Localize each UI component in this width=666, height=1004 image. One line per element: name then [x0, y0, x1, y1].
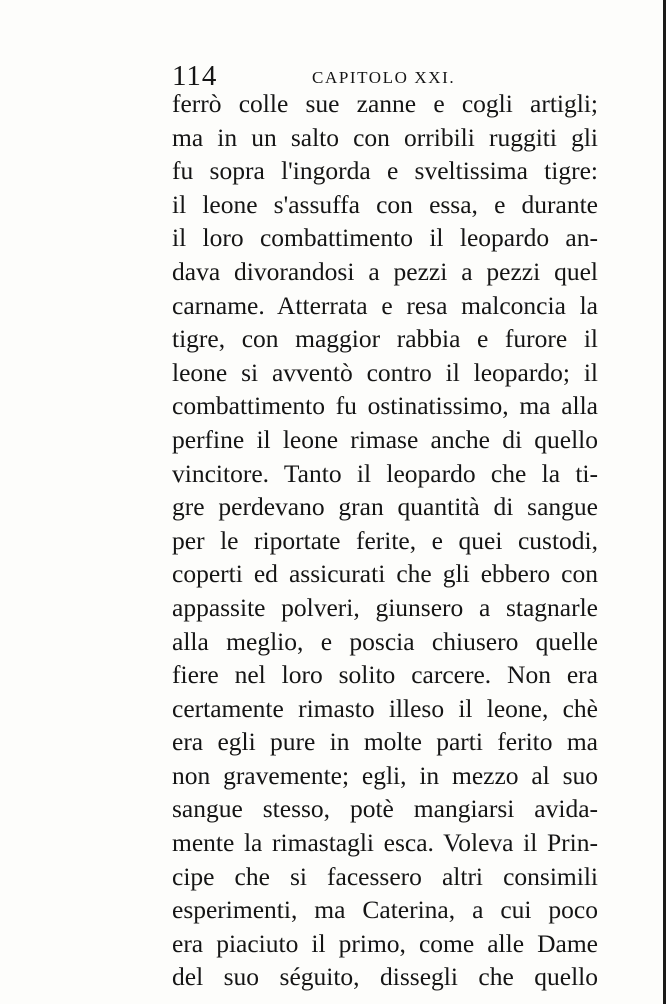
text-line: gre perdevano gran quantità di sangue — [172, 492, 598, 522]
text-line: carname. Atterrata e resa malconcia la — [172, 290, 598, 320]
chapter-heading: CAPITOLO XXI. — [312, 68, 456, 87]
text-line: cipe che si facessero altri consimili — [172, 861, 598, 891]
text-line: ma in un salto con orribili ruggiti gli — [172, 122, 598, 152]
text-line: fiere nel loro solito carcere. Non era — [172, 660, 598, 690]
text-line: il loro combattimento il leopardo an- — [172, 223, 598, 253]
text-line: dava divorandosi a pezzi a pezzi quel — [172, 256, 598, 286]
text-line: perfine il leone rimase anche di quello — [172, 424, 598, 454]
text-line: non gravemente; egli, in mezzo al suo — [172, 760, 598, 790]
text-line: vincitore. Tanto il leopardo che la ti- — [172, 458, 598, 488]
text-line: combattimento fu ostinatissimo, ma alla — [172, 391, 598, 421]
text-line: sangue stesso, potè mangiarsi avida- — [172, 794, 598, 824]
text-line: del suo séguito, dissegli che quello — [172, 962, 598, 992]
text-line: coperti ed assicurati che gli ebbero con — [172, 559, 598, 589]
text-line: fu sopra l'ingorda e sveltissima tigre: — [172, 156, 598, 186]
text-line: esperimenti, ma Caterina, a cui poco — [172, 895, 598, 925]
text-line: era piaciuto il primo, come alle Dame — [172, 928, 598, 958]
text-line: il leone s'assuffa con essa, e durante — [172, 189, 598, 219]
text-line: appassite polveri, giunsero a stagnarle — [172, 592, 598, 622]
body-text — [172, 87, 598, 994]
text-line: mente la rimastagli esca. Voleva il Prin- — [172, 828, 598, 858]
text-line: tigre, con maggior rabbia e furore il — [172, 324, 598, 354]
text-line: certamente rimasto illeso il leone, chè — [172, 693, 598, 723]
text-line: per le riportate ferite, e quei custodi, — [172, 525, 598, 555]
text-line: ferrò colle sue zanne e cogli artigli; — [172, 89, 598, 118]
text-line: leone si avventò contro il leopardo; il — [172, 357, 598, 387]
text-line: alla meglio, e poscia chiusero quelle — [172, 626, 598, 656]
page-number: 114 — [172, 60, 218, 92]
text-line: era egli pure in molte parti ferito ma — [172, 727, 598, 757]
